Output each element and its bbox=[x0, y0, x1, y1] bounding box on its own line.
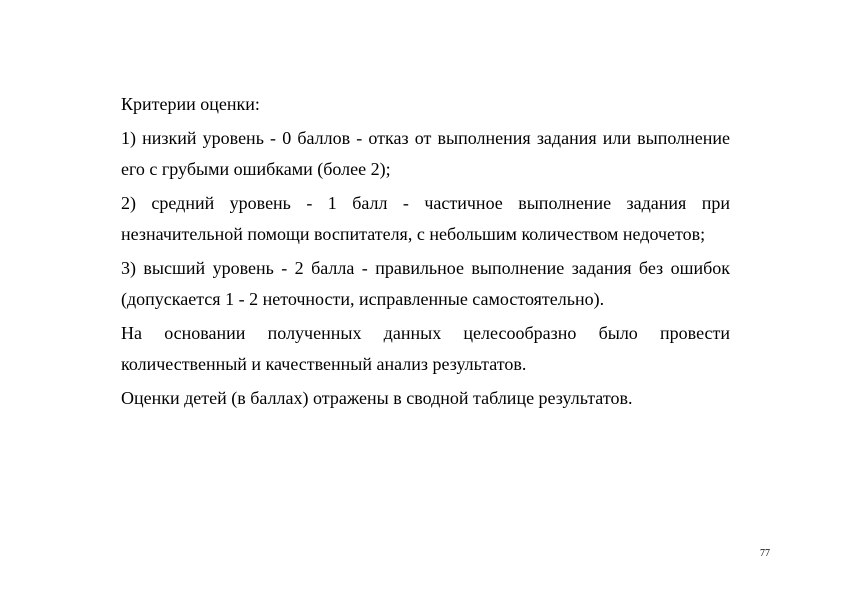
criteria-item-high: 3) высший уровень - 2 балла - правильное выполнение задания без ошибок (допускается 1 - 2 неточности, исправленные самостоятельно). bbox=[121, 258, 730, 309]
criteria-item-low: 1) низкий уровень - 0 баллов - отказ от выполнения задания или выполнение его с грубыми ошибками (более 2); bbox=[121, 128, 730, 179]
criteria-heading: Критерии оценки: bbox=[121, 94, 260, 114]
analysis-paragraph: На основании полученных данных целесообразно было провести количественный и качественный анализ результатов. bbox=[121, 323, 730, 374]
page-number: 77 bbox=[760, 548, 770, 559]
criteria-item-medium: 2) средний уровень - 1 балл - частичное выполнение задания при незначительной помощи воспитателя, с небольшим количеством недочетов; bbox=[121, 193, 730, 244]
summary-paragraph: Оценки детей (в баллах) отражены в сводной таблице результатов. bbox=[121, 388, 633, 408]
document-body bbox=[121, 89, 730, 417]
